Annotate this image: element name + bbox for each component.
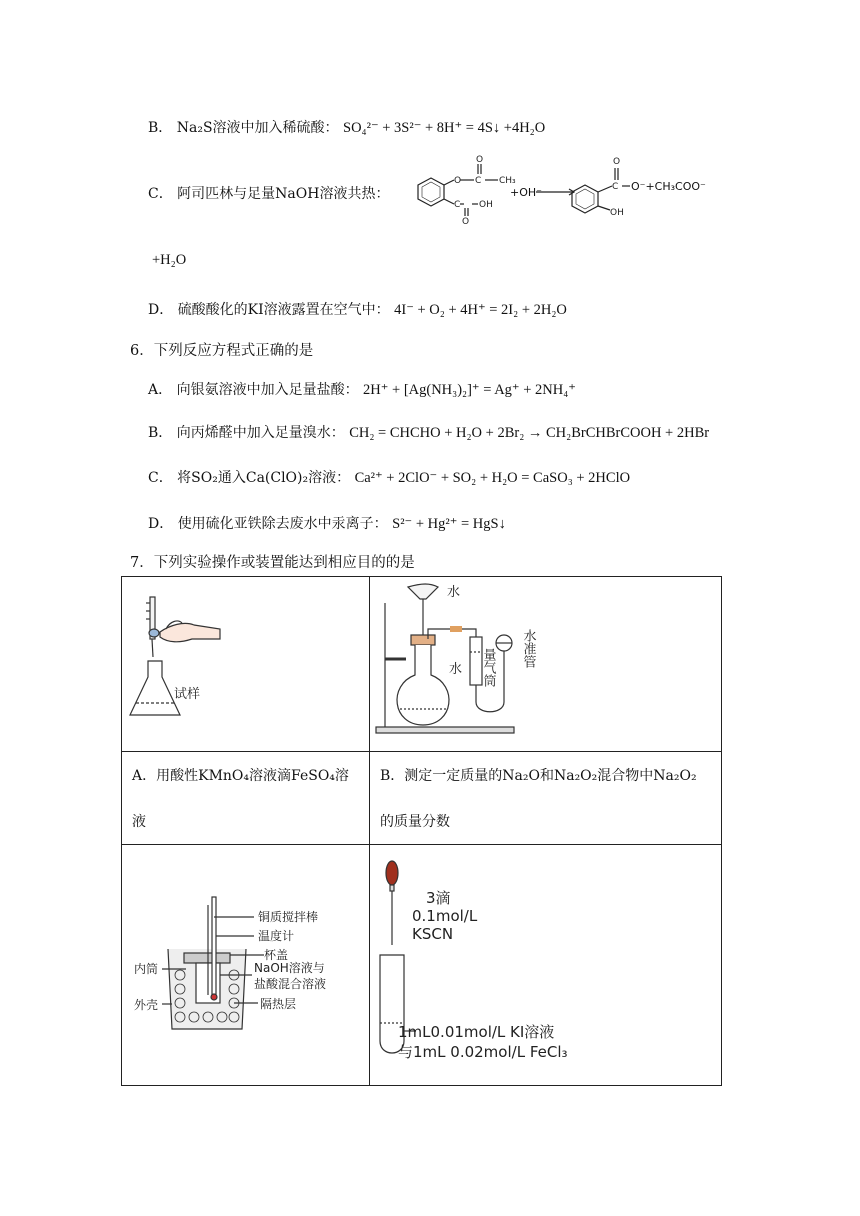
q7-options-table xyxy=(121,576,722,1086)
sample-label: 试样 xyxy=(174,687,201,702)
titration-figure xyxy=(122,577,369,747)
equation: 2H⁺ + [Ag(NH₃)₂]⁺ = Ag⁺ + 2NH₄⁺ xyxy=(363,382,576,398)
svg-text:C: C xyxy=(454,200,461,210)
drops-label: 3滴 xyxy=(426,889,451,907)
svg-text:OH: OH xyxy=(479,200,493,210)
option-text: 将SO₂通入Ca(ClO)₂溶液： xyxy=(177,470,351,486)
level-tube-label: 水准管 xyxy=(520,629,536,668)
q5-option-c xyxy=(148,183,389,203)
q5-option-d xyxy=(148,299,567,319)
equation: SO₄²⁻ + 3S²⁻ + 8H⁺ = 4S↓ +4H₂O xyxy=(343,120,546,136)
option-text: 阿司匹林与足量NaOH溶液共热： xyxy=(177,186,390,202)
inner-cup-label: 内筒 xyxy=(134,962,159,976)
option-label: C． xyxy=(148,470,173,486)
aspirin-reaction-structure xyxy=(398,152,718,232)
q6-option-c xyxy=(148,467,630,487)
q6-stem: 6．下列反应方程式正确的是 xyxy=(130,343,314,359)
svg-text:O: O xyxy=(476,155,484,165)
tube-solution-line2: 与1mL 0.02mol/L FeCl₃ xyxy=(398,1043,568,1061)
q5-option-b xyxy=(148,117,545,137)
option-text: 硫酸酸化的KI溶液露置在空气中： xyxy=(177,302,390,318)
svg-text:C: C xyxy=(612,182,619,192)
caption-b-line1: B．测定一定质量的Na₂O和Na₂O₂混合物中Na₂O₂ xyxy=(380,768,697,784)
cell-a-caption xyxy=(122,752,370,845)
insulation-label: 隔热层 xyxy=(260,997,297,1011)
svg-text:OH: OH xyxy=(610,208,624,218)
option-label: A． xyxy=(148,382,173,398)
concentration-label: 0.1mol/L xyxy=(412,907,478,925)
reaction-product: O⁻+CH₃COO⁻ xyxy=(631,180,706,193)
water-label-side: 水 xyxy=(449,662,463,677)
option-text: 使用硫化亚铁除去废水中汞离子： xyxy=(177,516,388,532)
calorimeter-figure xyxy=(122,845,369,1081)
q5-option-c-tail: +H₂O xyxy=(152,252,187,268)
cell-d-figure xyxy=(370,845,722,1086)
caption-b-line2: 的质量分数 xyxy=(380,814,450,830)
option-label: C． xyxy=(148,186,173,202)
equation: 4I⁻ + O₂ + 4H⁺ = 2I₂ + 2H₂O xyxy=(394,302,567,318)
solution-label-line2: 盐酸混合溶液 xyxy=(254,977,327,991)
option-label: D． xyxy=(148,516,174,532)
option-label: B． xyxy=(148,425,173,441)
outer-shell-label: 外壳 xyxy=(134,998,159,1012)
equation: Ca²⁺ + 2ClO⁻ + SO₂ + H₂O = CaSO₃ + 2HClO xyxy=(354,470,631,486)
q6-option-a xyxy=(148,379,576,399)
svg-text:C: C xyxy=(475,176,482,186)
solution-label-line1: NaOH溶液与 xyxy=(254,961,325,975)
q6-option-d xyxy=(148,513,506,533)
equation: S²⁻ + Hg²⁺ = HgS↓ xyxy=(392,516,506,532)
gas-volume-apparatus-figure xyxy=(370,577,721,747)
q6-option-b xyxy=(148,422,709,442)
reaction-ion: +OH⁻ xyxy=(510,186,542,199)
caption-a-line1: A．用酸性KMnO₄溶液滴FeSO₄溶 xyxy=(132,768,349,784)
option-text: 向丙烯醛中加入足量溴水： xyxy=(176,425,345,441)
svg-text:CH₃: CH₃ xyxy=(499,176,516,186)
option-label: B． xyxy=(148,120,173,136)
option-text: 向银氨溶液中加入足量盐酸： xyxy=(176,382,359,398)
tube-solution-line1: 1mL0.01mol/L KI溶液 xyxy=(398,1023,555,1041)
svg-text:O: O xyxy=(462,217,470,227)
thermometer-label: 温度计 xyxy=(258,929,295,943)
cell-a-figure xyxy=(122,577,370,752)
stirrer-label: 铜质搅拌棒 xyxy=(258,910,319,924)
lid-label: 杯盖 xyxy=(264,948,289,962)
reagent-label: KSCN xyxy=(412,925,454,943)
svg-text:O: O xyxy=(613,157,621,167)
option-label: D． xyxy=(148,302,174,318)
cell-c-figure xyxy=(122,845,370,1086)
svg-text:O: O xyxy=(454,176,462,186)
water-label-top: 水 xyxy=(447,585,461,600)
cell-b-figure xyxy=(370,577,722,752)
gas-tube-label: 量气筒 xyxy=(480,648,496,687)
equation: CH₂ = CHCHO + H₂O + 2Br₂ → CH₂BrCHBrCOOH + 2HBr xyxy=(349,425,710,441)
option-text: Na₂S溶液中加入稀硫酸： xyxy=(176,120,339,136)
caption-a-line2: 液 xyxy=(132,814,146,830)
cell-b-caption xyxy=(370,752,722,845)
q7-stem: 7．下列实验操作或装置能达到相应目的的是 xyxy=(130,555,415,571)
ksc-test-figure xyxy=(370,845,721,1081)
